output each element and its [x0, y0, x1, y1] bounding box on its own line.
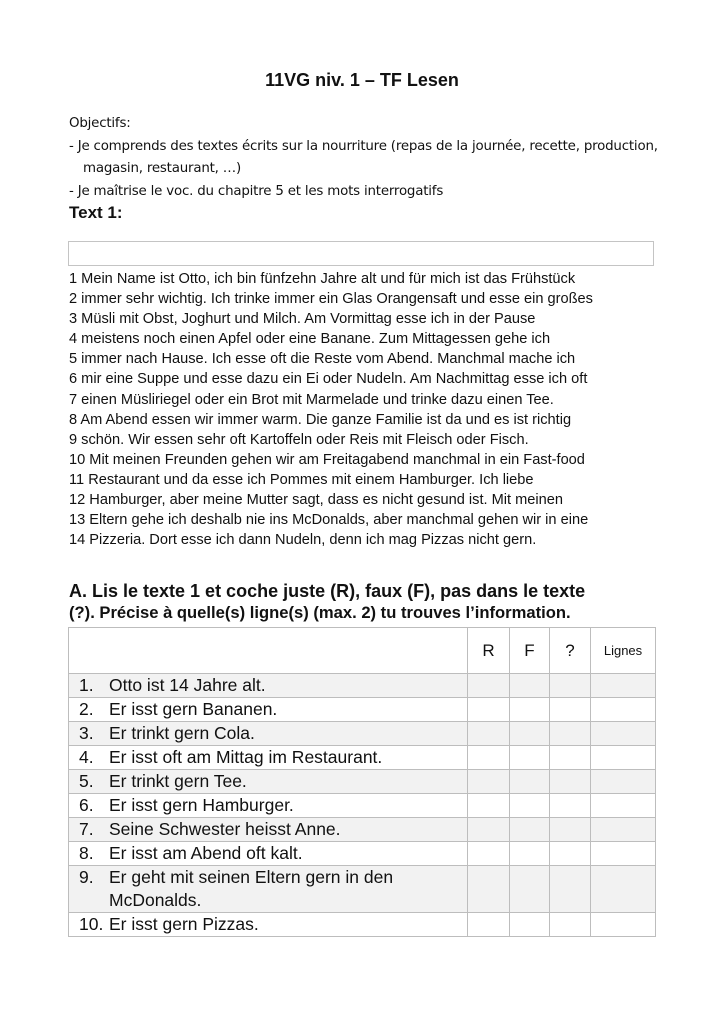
text-line: 11 Restaurant und da esse ich Pommes mit einem Hamburger. Ich liebe	[69, 471, 534, 488]
lines-input[interactable]	[591, 770, 656, 794]
checkbox-unknown[interactable]	[550, 794, 591, 818]
lines-input[interactable]	[591, 794, 656, 818]
table-row	[69, 674, 656, 698]
checkbox-r[interactable]	[468, 818, 510, 842]
page-title: 11VG niv. 1 – TF Lesen	[265, 70, 459, 90]
column-header-statement	[69, 628, 468, 674]
text-line: 12 Hamburger, aber meine Mutter sagt, dass es nicht gesund ist. Mit meinen	[69, 492, 563, 509]
table-row	[69, 770, 656, 794]
statement-text: Er isst gern Hamburger.	[109, 795, 294, 815]
statement-number: 1.	[79, 675, 94, 695]
table-row	[69, 722, 656, 746]
column-header-richtig: R	[468, 628, 510, 674]
statement-text: Er isst oft am Mittag im Restaurant.	[109, 747, 383, 767]
checkbox-r[interactable]	[468, 794, 510, 818]
statement-text: Er isst gern Pizzas.	[109, 914, 259, 934]
lines-input[interactable]	[591, 746, 656, 770]
checkbox-unknown[interactable]	[550, 818, 591, 842]
checkbox-f[interactable]	[510, 674, 550, 698]
checkbox-f[interactable]	[510, 722, 550, 746]
statement-cell	[69, 722, 468, 746]
checkbox-r[interactable]	[468, 913, 510, 937]
text-section-label: Text 1:	[69, 203, 123, 222]
statement-cell	[69, 818, 468, 842]
checkbox-r[interactable]	[468, 746, 510, 770]
text-title-box[interactable]	[68, 241, 654, 266]
text-line: 10 Mit meinen Freunden gehen wir am Freitagabend manchmal in ein Fast-food	[69, 451, 585, 468]
statement-number: 5.	[79, 771, 94, 791]
checkbox-f[interactable]	[510, 746, 550, 770]
checkbox-r[interactable]	[468, 722, 510, 746]
objectives-heading: Objectifs:	[69, 116, 131, 131]
statement-text: Er trinkt gern Cola.	[109, 723, 255, 743]
checkbox-f[interactable]	[510, 794, 550, 818]
statement-text: Otto ist 14 Jahre alt.	[109, 675, 266, 695]
text-line: 5 immer nach Hause. Ich esse oft die Reste vom Abend. Manchmal mache ich	[69, 351, 576, 368]
lines-input[interactable]	[591, 698, 656, 722]
table-row	[69, 913, 656, 937]
table-row	[69, 746, 656, 770]
statement-number: 9.	[79, 867, 94, 887]
exercise-instructions-line1: A. Lis le texte 1 et coche juste (R), faux (F), pas dans le texte	[69, 581, 586, 601]
column-header-unknown: ?	[550, 628, 591, 674]
statement-text: Er isst am Abend oft kalt.	[109, 843, 303, 863]
table-row	[69, 866, 656, 913]
statement-text: Er geht mit seinen Eltern gern in den McDonalds.	[109, 867, 394, 910]
statement-number: 2.	[79, 699, 94, 719]
lines-input[interactable]	[591, 866, 656, 913]
text-line: 4 meistens noch einen Apfel oder eine Banane. Zum Mittagessen gehe ich	[69, 331, 551, 348]
checkbox-unknown[interactable]	[550, 674, 591, 698]
checkbox-f[interactable]	[510, 842, 550, 866]
checkbox-unknown[interactable]	[550, 698, 591, 722]
lines-input[interactable]	[591, 722, 656, 746]
statement-number: 4.	[79, 747, 94, 767]
statement-number: 10.	[79, 914, 104, 934]
lines-input[interactable]	[591, 842, 656, 866]
table-row	[69, 842, 656, 866]
text-line: 3 Müsli mit Obst, Joghurt und Milch. Am Vormittag esse ich in der Pause	[69, 311, 536, 328]
checkbox-unknown[interactable]	[550, 746, 591, 770]
statement-cell	[69, 913, 468, 937]
text-line: 8 Am Abend essen wir immer warm. Die ganze Familie ist da und es ist richtig	[69, 411, 572, 428]
text-line: 1 Mein Name ist Otto, ich bin fünfzehn Jahre alt und für mich ist das Frühstück	[69, 271, 576, 287]
statement-cell	[69, 770, 468, 794]
checkbox-r[interactable]	[468, 674, 510, 698]
checkbox-f[interactable]	[510, 770, 550, 794]
checkbox-f[interactable]	[510, 698, 550, 722]
checkbox-unknown[interactable]	[550, 866, 591, 913]
objective-item: - Je maîtrise le voc. du chapitre 5 et les mots interrogatifs	[69, 183, 444, 199]
exercise-instructions	[69, 580, 669, 624]
table-row	[69, 818, 656, 842]
statement-number: 8.	[79, 843, 94, 863]
statement-cell	[69, 866, 468, 913]
text-line: 7 einen Müsliriegel oder ein Brot mit Marmelade und trinke dazu einen Tee.	[69, 391, 554, 408]
checkbox-unknown[interactable]	[550, 722, 591, 746]
reading-text	[69, 269, 669, 550]
statement-number: 3.	[79, 723, 94, 743]
statement-number: 7.	[79, 819, 94, 839]
checkbox-r[interactable]	[468, 770, 510, 794]
column-header-falsch: F	[510, 628, 550, 674]
checkbox-unknown[interactable]	[550, 770, 591, 794]
checkbox-unknown[interactable]	[550, 842, 591, 866]
checkbox-r[interactable]	[468, 698, 510, 722]
text-line: 6 mir eine Suppe und esse dazu ein Ei oder Nudeln. Am Nachmittag esse ich oft	[69, 371, 588, 388]
text-line: 2 immer sehr wichtig. Ich trinke immer ein Glas Orangensaft und esse ein großes	[69, 291, 593, 308]
checkbox-f[interactable]	[510, 913, 550, 937]
statement-text: Er isst gern Bananen.	[109, 699, 278, 719]
table-row	[69, 698, 656, 722]
lines-input[interactable]	[591, 674, 656, 698]
text-line: 14 Pizzeria. Dort esse ich dann Nudeln, denn ich mag Pizzas nicht gern.	[69, 532, 537, 549]
table-header-row	[69, 628, 656, 674]
statement-cell	[69, 698, 468, 722]
text-line: 13 Eltern gehe ich deshalb nie ins McDonalds, aber manchmal gehen wir in eine	[69, 512, 589, 529]
checkbox-f[interactable]	[510, 818, 550, 842]
statement-number: 6.	[79, 795, 94, 815]
statement-cell	[69, 674, 468, 698]
checkbox-unknown[interactable]	[550, 913, 591, 937]
checkbox-f[interactable]	[510, 866, 550, 913]
statement-cell	[69, 794, 468, 818]
true-false-table	[68, 627, 656, 937]
table-row	[69, 794, 656, 818]
lines-input[interactable]	[591, 818, 656, 842]
statement-cell	[69, 746, 468, 770]
checkbox-r[interactable]	[468, 842, 510, 866]
checkbox-r[interactable]	[468, 866, 510, 913]
statement-cell	[69, 842, 468, 866]
statement-text: Er trinkt gern Tee.	[109, 771, 247, 791]
text-line: 9 schön. Wir essen sehr oft Kartoffeln oder Reis mit Fleisch oder Fisch.	[69, 431, 529, 448]
exercise-instructions-line2: (?). Précise à quelle(s) ligne(s) (max. 2) tu trouves l’information.	[69, 603, 571, 622]
lines-input[interactable]	[591, 913, 656, 937]
objectives-block	[69, 113, 669, 203]
statement-text: Seine Schwester heisst Anne.	[109, 819, 341, 839]
objective-item: - Je comprends des textes écrits sur la nourriture (repas de la journée, recette, production, magasin, restaurant, …)	[69, 138, 658, 176]
column-header-lignes: Lignes	[591, 628, 656, 674]
